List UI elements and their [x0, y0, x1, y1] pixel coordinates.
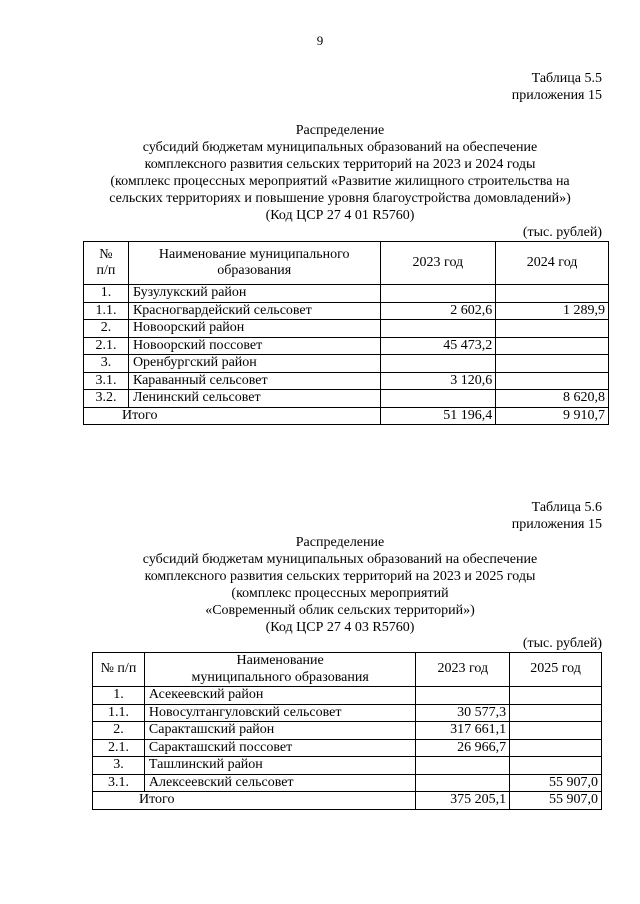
row-num: 2. [93, 722, 145, 740]
table2-title-line: субсидий бюджетам муниципальных образований на обеспечение [142, 552, 538, 567]
row-num: 2.1. [84, 337, 129, 355]
table-row [93, 774, 602, 792]
table2-header-year2: 2025 год [510, 653, 602, 687]
row-num: 1. [84, 285, 129, 303]
row-num: 3.1. [93, 774, 145, 792]
row-value-2023 [380, 320, 496, 338]
table-row [93, 704, 602, 722]
table1-title-line: (комплекс процессных мероприятий «Развитие жилищного строительства на [110, 174, 570, 189]
table1-title-line: (Код ЦСР 27 4 01 R5760) [265, 208, 415, 223]
table2-title [30, 534, 640, 636]
table1-title-line: комплексного развития сельских территорий на 2023 и 2024 годы [144, 157, 536, 172]
row-value-2025 [510, 704, 602, 722]
row-num: 2.1. [93, 739, 145, 757]
table1 [83, 241, 609, 425]
row-num: 3. [93, 757, 145, 775]
row-value-2023: 26 966,7 [416, 739, 510, 757]
table1-label-line2: приложения 15 [511, 88, 602, 103]
table1-unit: (тыс. рублей) [522, 225, 602, 240]
table1-header-num-line2: п/п [96, 263, 116, 278]
table-row [93, 739, 602, 757]
total-value-2024: 9 910,7 [496, 407, 609, 425]
row-value-2025 [510, 722, 602, 740]
table-row [84, 302, 609, 320]
row-name: Бузулукский район [128, 285, 380, 303]
total-value-2023: 51 196,4 [380, 407, 496, 425]
row-value-2024 [496, 355, 609, 373]
row-name: Саракташский район [144, 722, 415, 740]
table2-header-row [93, 653, 602, 687]
table1-header-year2: 2024 год [496, 242, 609, 285]
row-name: Саракташский поссовет [144, 739, 415, 757]
row-num: 1. [93, 687, 145, 705]
table1-header-name [128, 242, 380, 285]
total-label: Итого [93, 792, 416, 810]
row-name: Асекеевский район [144, 687, 415, 705]
row-num: 1.1. [84, 302, 129, 320]
table1-label [512, 70, 602, 104]
row-name: Красногвардейский сельсовет [128, 302, 380, 320]
table1-header-name-line1: Наименование муниципального [158, 246, 350, 262]
row-value-2023: 45 473,2 [380, 337, 496, 355]
row-num: 3.1. [84, 372, 129, 390]
row-value-2023 [416, 687, 510, 705]
table1-label-line1: Таблица 5.5 [531, 71, 602, 86]
table-total-row [84, 407, 609, 425]
table-row [93, 687, 602, 705]
row-value-2024: 8 620,8 [496, 390, 609, 408]
row-value-2025 [510, 757, 602, 775]
table-row [84, 355, 609, 373]
table1-title [30, 122, 640, 224]
table-row [84, 372, 609, 390]
table2-label-line2: приложения 15 [511, 517, 602, 532]
table2-header-num: № п/п [93, 653, 145, 687]
table2-title-line: (комплекс процессных мероприятий [231, 586, 449, 601]
table2-header-year1: 2023 год [416, 653, 510, 687]
row-name: Алексеевский сельсовет [144, 774, 415, 792]
table1-header-year1: 2023 год [380, 242, 496, 285]
row-num: 3.2. [84, 390, 129, 408]
table2-label-line1: Таблица 5.6 [531, 500, 602, 515]
table2-title-line: (Код ЦСР 27 4 03 R5760) [265, 620, 415, 635]
table-row [93, 757, 602, 775]
page-number: 9 [316, 33, 324, 48]
row-value-2023: 2 602,6 [380, 302, 496, 320]
table2-unit: (тыс. рублей) [522, 636, 602, 651]
table1-header-row [84, 242, 609, 285]
row-num: 2. [84, 320, 129, 338]
table1-title-line: субсидий бюджетам муниципальных образований на обеспечение [142, 140, 538, 155]
total-value-2025: 55 907,0 [510, 792, 602, 810]
table2-label [512, 499, 602, 533]
table1-header-name-line2: образования [217, 263, 292, 278]
row-name: Новоорский поссовет [128, 337, 380, 355]
table-row [84, 337, 609, 355]
row-value-2023 [380, 390, 496, 408]
row-name: Новосултангуловский сельсовет [144, 704, 415, 722]
row-value-2023: 317 661,1 [416, 722, 510, 740]
table2-title-line: «Современный облик сельских территорий») [205, 603, 475, 618]
table2-header-name-line1: Наименование [236, 653, 324, 668]
row-name: Новоорский район [128, 320, 380, 338]
row-value-2023 [416, 757, 510, 775]
table-row [84, 285, 609, 303]
table2-header-name [144, 653, 415, 687]
row-num: 1.1. [93, 704, 145, 722]
row-value-2023 [380, 355, 496, 373]
table-row [84, 320, 609, 338]
table1-title-line: сельских территориях и повышение уровня благоустройства домовладений») [109, 191, 571, 206]
table1-header-num [84, 242, 129, 285]
row-value-2025 [510, 739, 602, 757]
row-value-2023 [416, 774, 510, 792]
table2 [92, 652, 602, 810]
row-value-2024 [496, 320, 609, 338]
row-name: Караванный сельсовет [128, 372, 380, 390]
row-name: Оренбургский район [128, 355, 380, 373]
row-num: 3. [84, 355, 129, 373]
row-value-2024 [496, 285, 609, 303]
row-value-2024 [496, 337, 609, 355]
row-name: Ленинский сельсовет [128, 390, 380, 408]
row-value-2025: 55 907,0 [510, 774, 602, 792]
row-value-2024 [496, 372, 609, 390]
total-value-2023: 375 205,1 [416, 792, 510, 810]
row-value-2025 [510, 687, 602, 705]
total-label: Итого [84, 407, 381, 425]
row-name: Ташлинский район [144, 757, 415, 775]
table1-title-line: Распределение [295, 123, 385, 138]
table2-title-line: Распределение [295, 535, 385, 550]
row-value-2023: 3 120,6 [380, 372, 496, 390]
table-total-row [93, 792, 602, 810]
table-row [93, 722, 602, 740]
table2-header-name-line2: муниципального образования [191, 669, 369, 685]
row-value-2024: 1 289,9 [496, 302, 609, 320]
table-row [84, 390, 609, 408]
table1-header-num-line1: № [99, 246, 113, 262]
row-value-2023 [380, 285, 496, 303]
table2-title-line: комплексного развития сельских территорий на 2023 и 2025 годы [144, 569, 536, 584]
row-value-2023: 30 577,3 [416, 704, 510, 722]
